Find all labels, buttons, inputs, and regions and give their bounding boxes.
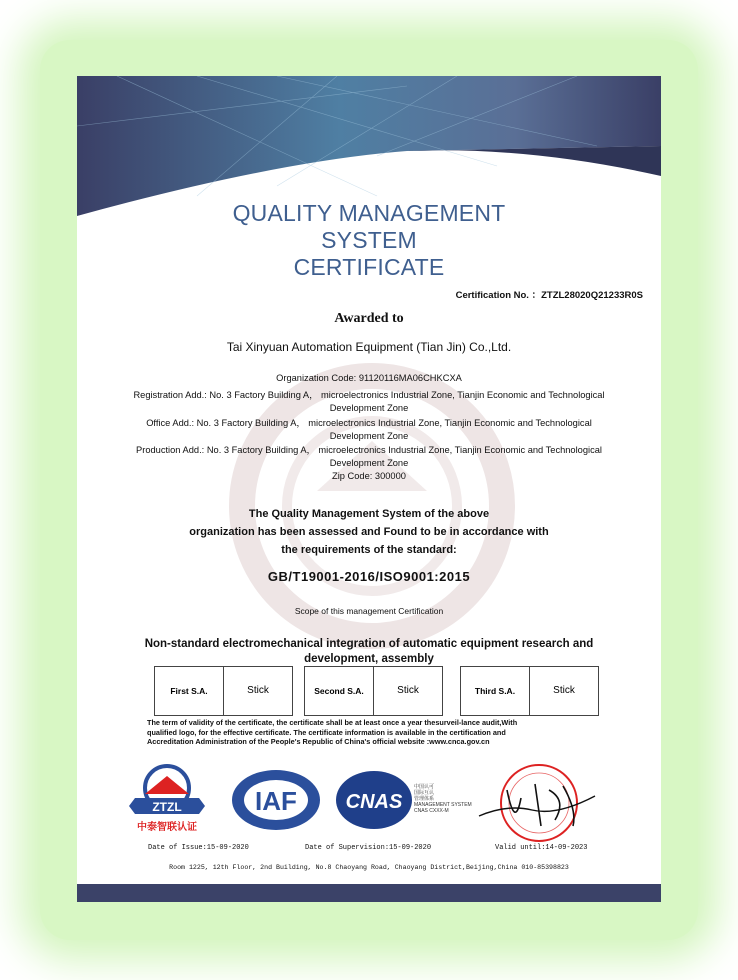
production-address: Production Add.: No. 3 Factory Building A， microelectronics Industrial Zone, Tianjin Economic and Technological: [136, 445, 602, 455]
registration-address: Registration Add.: No. 3 Factory Building A， microelectronics Industrial Zone, Tianjin Economic and Technological: [133, 390, 605, 400]
ztzl-logo-text: ZTZL: [152, 800, 182, 814]
production-address-cont: Development Zone: [329, 458, 409, 468]
cnas-logo: [335, 770, 413, 830]
statement-line-1: The Quality Management System of the above: [248, 508, 490, 520]
statement-line-3: the requirements of the standard:: [281, 544, 457, 556]
red-seal-signature: [477, 760, 597, 846]
scope-line-2: development, assembly: [304, 653, 434, 665]
zip-code: Zip Code: 300000: [332, 471, 406, 481]
cnas-accreditation-text: 中国认可 国际互认 管理体系 MANAGEMENT SYSTEM CNAS CXXX-M: [414, 784, 472, 814]
cnas-logo-text: CNAS: [345, 791, 403, 813]
terms-line-1: The term of validity of the certificate, the certificate shall be at least once a year thesurveil-lance audit,With: [147, 718, 518, 727]
third-audit-box: [460, 666, 599, 716]
first-audit-label: First S.A.: [170, 686, 208, 696]
organization-code: Organization Code: 91120116MA06CHKCXA: [276, 373, 462, 383]
title-line-3: CERTIFICATE: [293, 254, 445, 280]
first-audit-box: [154, 666, 293, 716]
office-address-cont: Development Zone: [329, 431, 409, 441]
top-decorative-band: [77, 76, 661, 216]
validity-terms: [147, 718, 607, 747]
certificate: [77, 76, 661, 902]
iaf-logo-text: IAF: [255, 786, 297, 816]
title-line-2: SYSTEM: [321, 227, 417, 253]
scope-title: Scope of this management Certification: [294, 606, 444, 616]
date-of-supervision: Date of Supervision:15-09-2020: [305, 844, 432, 852]
footer-address: Room 1225, 12th Floor, 2nd Building, No.8 Chaoyang Road, Chaoyang District,Beijing,China 010-85398823: [169, 864, 569, 871]
statement-line-2: organization has been assessed and Found to be in accordance with: [189, 526, 549, 538]
ztzl-logo-chinese: 中泰智联认证: [137, 822, 197, 833]
title-line-1: QUALITY MANAGEMENT: [232, 200, 506, 226]
third-audit-label: Third S.A.: [474, 686, 516, 696]
office-address: Office Add.: No. 3 Factory Building A， microelectronics Industrial Zone, Tianjin Economic and Technological: [146, 418, 592, 428]
scope-line-1: Non-standard electromechanical integration of automatic equipment research and: [144, 638, 594, 650]
ztzl-logo: [127, 764, 217, 836]
awarded-to: Awarded to: [334, 311, 404, 326]
third-audit-value: Stick: [553, 685, 575, 696]
first-audit-value: Stick: [247, 685, 269, 696]
registration-address-cont: Development Zone: [329, 403, 409, 413]
valid-until: Valid until:14-09-2023: [495, 844, 588, 852]
terms-line-3: Accreditation Administration of the People's Republic of China's official website :www.cnca.gov.cn: [147, 737, 490, 746]
certification-number: Certification No. ：ZTZL28020Q21233R0S: [455, 290, 643, 301]
second-audit-label: Second S.A.: [314, 686, 364, 696]
company-name: Tai Xinyuan Automation Equipment (Tian Jin) Co.,Ltd.: [226, 340, 512, 354]
terms-line-2: qualified logo, for the effective certificate. The certificate information is available in the certification and: [147, 727, 506, 737]
iaf-logo: [230, 768, 322, 832]
second-audit-box: [304, 666, 443, 716]
second-audit-value: Stick: [397, 685, 419, 696]
date-of-issue: Date of Issue:15-09-2020: [148, 844, 249, 852]
standard: GB/T19001-2016/ISO9001:2015: [267, 569, 471, 584]
bottom-decorative-band: [77, 884, 661, 902]
